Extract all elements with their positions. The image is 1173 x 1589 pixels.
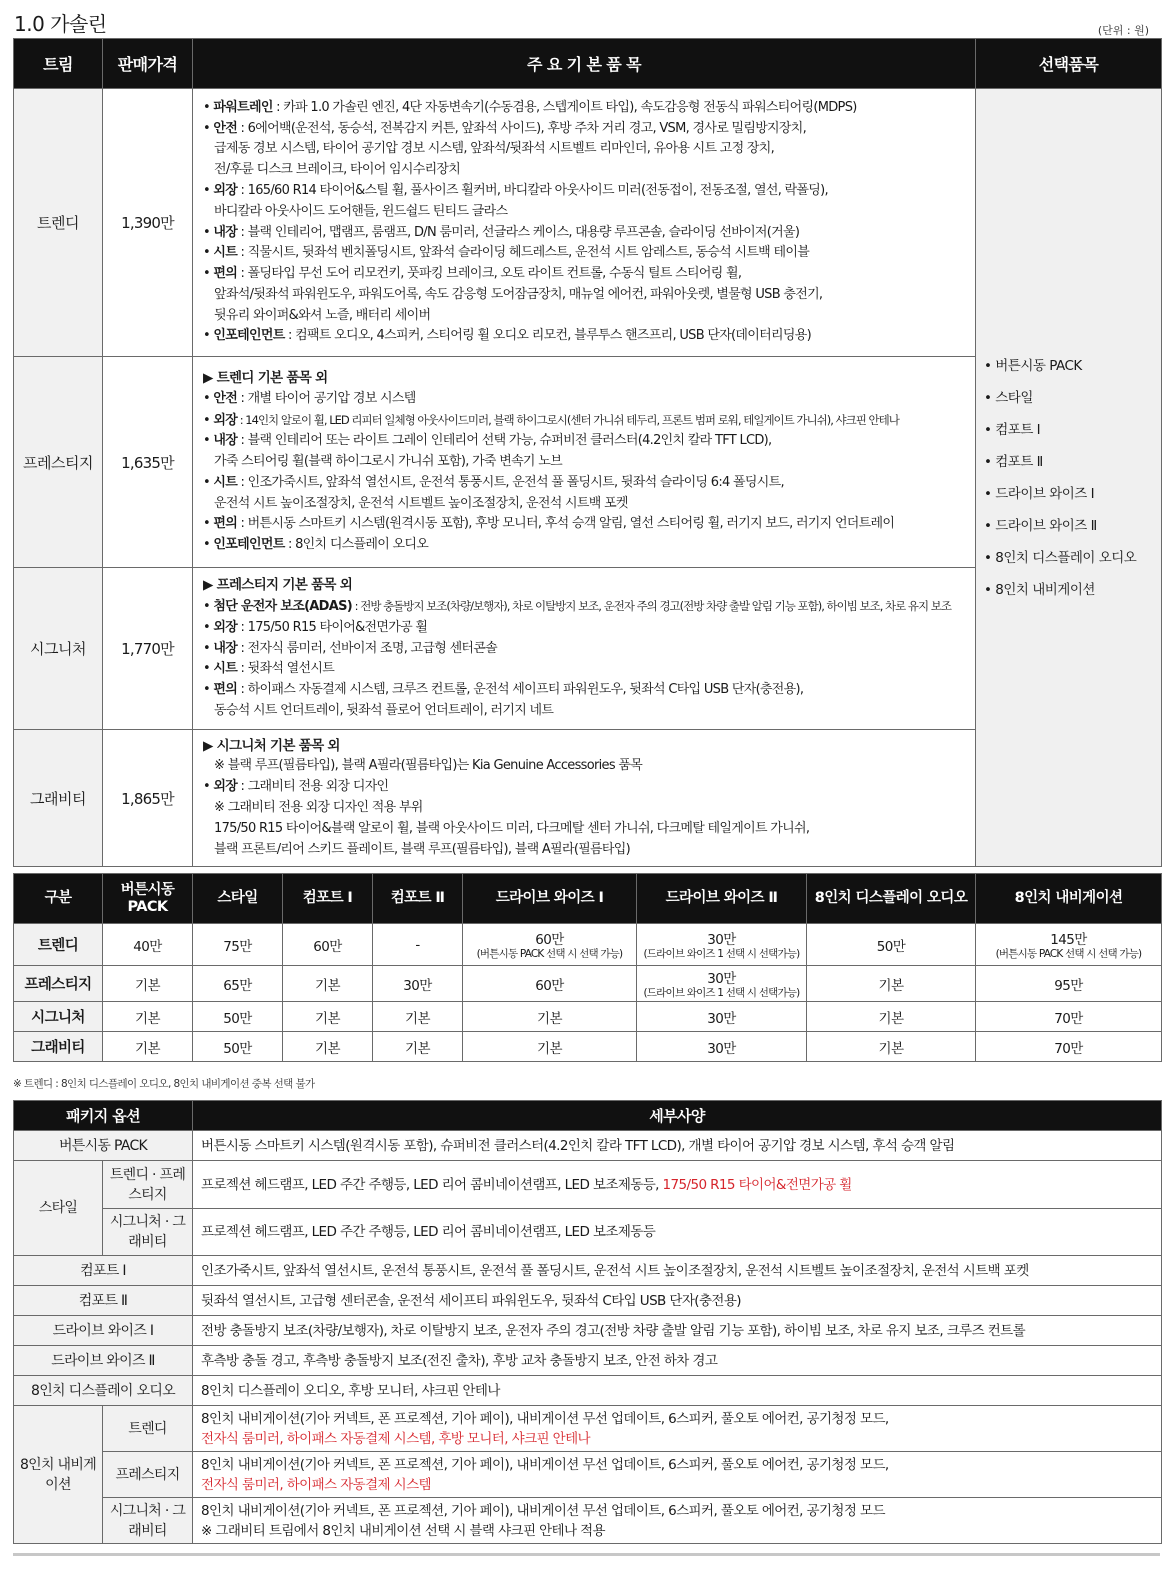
price-value: 145만	[1050, 932, 1087, 948]
option-price-cell	[283, 924, 373, 966]
feature-line: ▶ 트렌디 기본 품목 외	[203, 369, 328, 386]
row-trim-name: 시그니처	[14, 1002, 103, 1032]
feature-text: : 인조가죽시트, 앞좌석 열선시트, 운전석 통풍시트, 운전석 풀 폴딩시트, 뒷좌석 슬라이딩 6:4 폴딩시트,	[237, 474, 784, 490]
price-value: 50만	[223, 1040, 252, 1057]
feature-label: 편의	[213, 266, 238, 282]
bullet-icon: •	[203, 328, 214, 344]
package-name: 8인치 디스플레이 오디오	[14, 1376, 193, 1406]
feature-text: : 8인치 디스플레이 오디오	[284, 537, 429, 553]
option-price-cell	[283, 966, 373, 1002]
price-value: -	[415, 936, 420, 953]
detail-line: 8인치 내비게이션(기아 커넥트, 폰 프로젝션, 기아 페이), 내비게이션 무선 업데이트, 6스피커, 풀오토 에어컨, 공기청정 모드	[201, 1502, 885, 1519]
price-value: 70만	[1054, 1010, 1083, 1027]
option-price-cell	[373, 1032, 463, 1062]
feature-line	[203, 243, 971, 264]
trim-row-trendy	[14, 89, 1162, 357]
feature-line: ※ 그래비티 전용 외장 디자인 적용 부위	[214, 800, 423, 815]
option-price-cell	[637, 966, 807, 1002]
option-price-cell	[283, 1032, 373, 1062]
package-subtrim: 시그니처 · 그래비티	[103, 1209, 193, 1256]
feature-text: : 그래비티 전용 외장 디자인	[237, 779, 389, 795]
feature-line: 바디칼라 아웃사이드 도어핸들, 윈드쉴드 틴티드 글라스	[214, 203, 508, 219]
price-value: 40만	[133, 938, 162, 955]
feature-text: : 전방 충돌방지 보조(차량/보행자), 차로 이탈방지 보조, 운전자 주의 경고(전방 차량 출발 알림 기능 포함), 하이빔 보조, 차로 유지 보조	[352, 599, 952, 613]
feature-line	[203, 119, 971, 140]
option-item: • 8인치 내비게이션	[984, 581, 1095, 598]
header-trim: 트림	[14, 39, 103, 89]
feature-line: 전/후륜 디스크 브레이크, 타이어 임시수리장치	[214, 162, 461, 178]
option-price-cell	[463, 1002, 637, 1032]
feature-text: : 165/60 R14 타이어&스틸 휠, 풀사이즈 휠커버, 바디칼라 아웃사이드 미러(전동접이, 전동조절, 열선, 락폴딩),	[237, 182, 828, 198]
feature-line: 175/50 R15 타이어&블랙 알로이 휠, 블랙 아웃사이드 미러, 다크메탈 센터 가니쉬, 다크메탈 테일게이트 가니쉬,	[214, 820, 810, 836]
option-price-cell	[637, 924, 807, 966]
option-header: 8인치 내비게이션	[976, 874, 1162, 924]
option-item: • 드라이브 와이즈 Ⅰ	[984, 485, 1095, 502]
feature-line: ▶ 프레스티지 기본 품목 외	[203, 577, 353, 594]
trim-price: 1,770만	[103, 568, 193, 730]
detail-line: 8인치 내비게이션(기아 커넥트, 폰 프로젝션, 기아 페이), 내비게이션 무선 업데이트, 6스피커, 풀오토 에어컨, 공기청정 모드,	[201, 1456, 889, 1473]
trim-features	[193, 568, 976, 730]
option-price-cell	[373, 924, 463, 966]
option-price-cell	[463, 924, 637, 966]
package-table	[13, 1100, 1162, 1544]
bullet-icon: •	[203, 245, 214, 261]
option-price-row	[14, 966, 1162, 1002]
header-package-detail: 세부사양	[193, 1101, 1162, 1131]
feature-line	[203, 473, 971, 494]
option-price-cell	[103, 966, 193, 1002]
detail-line: 8인치 내비게이션(기아 커넥트, 폰 프로젝션, 기아 페이), 내비게이션 무선 업데이트, 6스피커, 풀오토 에어컨, 공기청정 모드,	[201, 1410, 889, 1427]
bullet-icon: •	[203, 682, 214, 698]
package-detail: 8인치 디스플레이 오디오, 후방 모니터, 샤크핀 안테나	[193, 1376, 1162, 1406]
feature-text: : 뒷좌석 열선시트	[237, 661, 335, 677]
price-value: 기본	[878, 1010, 904, 1027]
feature-label: 안전	[213, 120, 238, 136]
trim-features	[193, 730, 976, 867]
option-price-cell	[976, 924, 1162, 966]
feature-text: : 블랙 인테리어, 맵램프, 룸램프, D/N 룸미러, 선글라스 케이스, 대용량 루프콘솔, 슬라이딩 선바이저(거울)	[237, 224, 800, 240]
trim-name: 트렌디	[14, 89, 103, 357]
feature-label: 시트	[213, 661, 238, 677]
package-row-style-1	[14, 1161, 1162, 1209]
feature-line	[203, 680, 971, 701]
option-item: • 스타일	[984, 389, 1033, 406]
price-value: 기본	[537, 1010, 562, 1027]
bullet-icon: •	[203, 599, 214, 614]
option-price-row	[14, 1002, 1162, 1032]
feature-text: : 14인치 알로이 휠, LED 리피터 일체형 아웃사이드미러, 블랙 하이그로시(센터 가니쉬 테두리, 프론트 범퍼 로워, 테일게이트 가니쉬), 샤크핀 안테나	[237, 412, 899, 427]
feature-line	[203, 431, 971, 452]
option-price-row	[14, 924, 1162, 966]
package-header	[14, 1101, 1162, 1131]
header-features: 주 요 기 본 품 목	[193, 39, 976, 89]
feature-text: : 전자식 룸미러, 선바이저 조명, 고급형 센터콘솔	[237, 640, 497, 656]
price-condition: (버튼시동 PACK 선택 시 선택 가능)	[995, 948, 1142, 960]
price-value: 기본	[878, 1040, 904, 1057]
option-price-cell	[807, 966, 976, 1002]
feature-label: 안전	[213, 390, 238, 406]
bullet-icon: •	[203, 619, 214, 635]
option-price-table	[13, 873, 1162, 1062]
feature-line	[203, 326, 971, 347]
option-price-cell	[373, 1002, 463, 1032]
row-trim-name: 그래비티	[14, 1032, 103, 1062]
price-value: 30만	[707, 1040, 736, 1057]
option-price-cell	[463, 1032, 637, 1062]
bullet-icon: •	[203, 99, 214, 115]
package-row-style-2	[14, 1209, 1162, 1256]
option-list	[976, 89, 1162, 867]
package-name: 드라이브 와이즈 Ⅱ	[14, 1346, 193, 1376]
feature-line: 뒷유리 와이퍼&와셔 노즐, 배터리 세이버	[214, 307, 431, 323]
package-name: 컴포트 Ⅰ	[14, 1256, 193, 1286]
package-row-nav-2	[14, 1452, 1162, 1498]
package-detail: 프로젝션 헤드램프, LED 주간 주행등, LED 리어 콤비네이션램프, LED 보조제동등	[193, 1209, 1162, 1256]
feature-line: ※ 블랙 루프(필름타입), 블랙 A필라(필름타입)는 Kia Genuine Accessories 품목	[214, 758, 643, 774]
bullet-icon: •	[203, 779, 214, 795]
detail-highlight: 전자식 룸미러, 하이패스 자동결제 시스템	[201, 1476, 431, 1493]
feature-line	[203, 639, 971, 660]
option-price-cell	[807, 1032, 976, 1062]
bullet-icon: •	[203, 266, 214, 282]
option-price-cell	[463, 966, 637, 1002]
price-value: 기본	[405, 1010, 430, 1027]
option-price-row	[14, 1032, 1162, 1062]
option-items	[984, 350, 1160, 606]
feature-text: : 직물시트, 뒷좌석 벤치폴딩시트, 앞좌석 슬라이딩 헤드레스트, 운전석 시트 암레스트, 동승석 시트백 테이블	[237, 245, 810, 261]
feature-line	[203, 98, 971, 119]
option-header: 컴포트 Ⅰ	[283, 874, 373, 924]
package-name: 버튼시동 PACK	[14, 1131, 193, 1161]
price-value: 기본	[315, 1010, 340, 1027]
package-detail	[193, 1406, 1162, 1452]
price-value: 30만	[403, 977, 432, 994]
option-header: 컴포트 Ⅱ	[373, 874, 463, 924]
feature-label: 인포테인먼트	[213, 328, 285, 344]
price-value: 기본	[315, 977, 340, 994]
trim-features	[193, 357, 976, 568]
package-detail	[193, 1161, 1162, 1209]
option-header: 드라이브 와이즈 Ⅰ	[463, 874, 637, 924]
price-value: 70만	[1054, 1040, 1083, 1057]
feature-line	[203, 223, 971, 244]
option-price-cell	[193, 966, 283, 1002]
package-detail: 인조가죽시트, 앞좌석 열선시트, 운전석 통풍시트, 운전석 풀 폴딩시트, 운전석 시트 높이조절장치, 운전석 시트벨트 높이조절장치, 운전석 시트백 포켓	[193, 1256, 1162, 1286]
feature-label: 인포테인먼트	[213, 537, 285, 553]
bullet-icon: •	[203, 120, 214, 136]
option-header: 버튼시동 PACK	[103, 874, 193, 924]
price-value: 기본	[537, 1040, 562, 1057]
feature-text: : 버튼시동 스마트키 시스템(원격시동 포함), 후방 모니터, 후석 승객 알림, 열선 스티어링 휠, 러기지 보드, 러기지 언더트레이	[237, 516, 895, 532]
option-price-cell	[807, 924, 976, 966]
feature-label: 내장	[213, 640, 238, 656]
package-subtrim: 프레스티지	[103, 1452, 193, 1498]
feature-line	[203, 410, 971, 432]
price-value: 기본	[878, 977, 904, 994]
package-name: 드라이브 와이즈 Ⅰ	[14, 1316, 193, 1346]
price-value: 기본	[135, 977, 160, 994]
trim-table	[13, 38, 1162, 867]
detail-highlight: 전자식 룸미러, 하이패스 자동결제 시스템, 후방 모니터, 샤크핀 안테나	[201, 1430, 590, 1447]
feature-text: : 개별 타이어 공기압 경보 시스템	[237, 390, 416, 406]
feature-label: 시트	[213, 245, 238, 261]
feature-text: : 카파 1.0 가솔린 엔진, 4단 자동변속기(수동겸용, 스텝게이트 타입), 속도감응형 전동식 파워스티어링(MDPS)	[272, 99, 857, 115]
feature-line	[203, 181, 971, 202]
price-value: 95만	[1054, 977, 1083, 994]
bullet-icon: •	[203, 516, 214, 532]
trim-features	[193, 89, 976, 357]
price-condition: (버튼시동 PACK 선택 시 선택 가능)	[476, 948, 623, 960]
option-price-cell	[193, 1002, 283, 1032]
trim-name: 프레스티지	[14, 357, 103, 568]
price-value: 30만	[707, 971, 736, 987]
option-item: • 컴포트 Ⅰ	[984, 421, 1041, 438]
package-row-comfort1	[14, 1256, 1162, 1286]
feature-line	[203, 618, 971, 639]
trim-price: 1,390만	[103, 89, 193, 357]
feature-line	[203, 596, 971, 618]
feature-text: : 컴팩트 오디오, 4스피커, 스티어링 휠 오디오 리모컨, 블루투스 핸즈프리, USB 단자(데이터리딩용)	[284, 328, 811, 344]
feature-line: ▶ 시그니처 기본 품목 외	[203, 737, 340, 754]
feature-label: 파워트레인	[213, 99, 273, 115]
trim-name: 그래비티	[14, 730, 103, 867]
feature-text: : 하이패스 자동결제 시스템, 크루즈 컨트롤, 운전석 세이프티 파워윈도우, 뒷좌석 C타입 USB 단자(충전용),	[237, 682, 804, 698]
package-detail: 전방 충돌방지 보조(차량/보행자), 차로 이탈방지 보조, 운전자 주의 경고(전방 차량 출발 알림 기능 포함), 하이빔 보조, 차로 유지 보조, 크루즈 컨트롤	[193, 1316, 1162, 1346]
trim-price: 1,865만	[103, 730, 193, 867]
feature-text: : 175/50 R15 타이어&전면가공 휠	[237, 619, 428, 635]
row-trim-name: 프레스티지	[14, 966, 103, 1002]
row-trim-name: 트렌디	[14, 924, 103, 966]
feature-line: 가죽 스티어링 휠(블랙 하이그로시 가니쉬 포함), 가죽 변속기 노브	[214, 454, 562, 470]
price-value: 30만	[707, 1010, 736, 1027]
package-subtrim: 시그니처 · 그래비티	[103, 1498, 193, 1544]
package-detail	[193, 1452, 1162, 1498]
price-value: 기본	[315, 1040, 340, 1057]
price-value: 50만	[876, 938, 906, 955]
option-price-cell	[103, 1032, 193, 1062]
feature-line: 앞좌석/뒷좌석 파워윈도우, 파워도어록, 속도 감응형 도어잠금장치, 매뉴얼 에어컨, 파워아웃렛, 별물형 USB 충전기,	[214, 286, 823, 302]
detail-line: ※ 그래비티 트림에서 8인치 내비게이션 선택 시 블랙 샤크핀 안테나 적용	[201, 1522, 605, 1539]
feature-label: 외장	[213, 182, 238, 198]
package-detail: 후측방 충돌 경고, 후측방 충돌방지 보조(전진 출차), 후방 교차 충돌방지 보조, 안전 하차 경고	[193, 1346, 1162, 1376]
unit-label: (단위 : 원)	[1097, 24, 1149, 37]
option-header: 스타일	[193, 874, 283, 924]
package-detail: 뒷좌석 열선시트, 고급형 센터콘솔, 운전석 세이프티 파워윈도우, 뒷좌석 C타입 USB 단자(충전용)	[193, 1286, 1162, 1316]
package-detail	[193, 1498, 1162, 1544]
option-price-cell	[103, 1002, 193, 1032]
feature-line: 운전석 시트 높이조절장치, 운전석 시트벨트 높이조절장치, 운전석 시트백 포켓	[214, 495, 628, 511]
bullet-icon: •	[203, 182, 214, 198]
detail-highlight: 175/50 R15 타이어&전면가공 휠	[662, 1176, 852, 1193]
header-options: 선택품목	[976, 39, 1162, 89]
package-name: 8인치 내비게이션	[14, 1406, 103, 1544]
trim-price: 1,635만	[103, 357, 193, 568]
bullet-icon: •	[203, 433, 214, 449]
package-subtrim: 트렌디	[103, 1406, 193, 1452]
package-subtrim: 트렌디 · 프레스티지	[103, 1161, 193, 1209]
feature-text: : 블랙 인테리어 또는 라이트 그레이 인테리어 선택 가능, 슈퍼비전 클러스터(4.2인치 칼라 TFT LCD),	[237, 433, 772, 449]
option-price-cell	[976, 966, 1162, 1002]
package-row-audio	[14, 1376, 1162, 1406]
package-row-comfort2	[14, 1286, 1162, 1316]
bullet-icon: •	[203, 224, 214, 240]
feature-label: 외장	[213, 412, 238, 428]
option-price-header	[14, 874, 1162, 924]
bullet-icon: •	[203, 390, 214, 406]
page-title: 1.0 가솔린	[14, 12, 107, 36]
feature-label: 첨단 운전자 보조(ADAS)	[213, 599, 353, 614]
feature-text: : 폴딩타입 무선 도어 리모컨키, 풋파킹 브레이크, 오토 라이트 컨트롤, 수동식 틸트 스티어링 휠,	[237, 266, 742, 282]
feature-line	[203, 514, 971, 535]
detail-text: 프로젝션 헤드램프, LED 주간 주행등, LED 리어 콤비네이션램프, LED 보조제동등,	[201, 1176, 663, 1193]
header-package-name: 패키지 옵션	[14, 1101, 193, 1131]
bullet-icon: •	[203, 661, 214, 677]
feature-line	[203, 389, 971, 410]
price-value: 75만	[223, 938, 252, 955]
option-price-cell	[283, 1002, 373, 1032]
feature-line: 동승석 시트 언더트레이, 뒷좌석 플로어 언더트레이, 러기지 네트	[214, 702, 554, 718]
package-row-drive1	[14, 1316, 1162, 1346]
trim-name: 시그니처	[14, 568, 103, 730]
feature-text: : 6에어백(운전석, 동승석, 전복감지 커튼, 앞좌석 사이드), 후방 주차 거리 경고, VSM, 경사로 밀림방지장치,	[237, 120, 807, 136]
feature-line	[203, 264, 971, 285]
feature-label: 편의	[213, 516, 238, 532]
bullet-icon: •	[203, 640, 214, 656]
feature-label: 편의	[213, 682, 238, 698]
header-price: 판매가격	[103, 39, 193, 89]
package-name: 스타일	[14, 1161, 103, 1256]
option-price-cell	[637, 1032, 807, 1062]
option-price-cell	[373, 966, 463, 1002]
feature-line	[203, 659, 971, 680]
option-item: • 8인치 디스플레이 오디오	[984, 549, 1137, 566]
option-header: 구분	[14, 874, 103, 924]
option-price-body	[14, 924, 1162, 1062]
package-row-drive2	[14, 1346, 1162, 1376]
option-price-cell	[807, 1002, 976, 1032]
price-value: 60만	[313, 938, 342, 955]
feature-line: 급제동 경보 시스템, 타이어 공기압 경보 시스템, 앞좌석/뒷좌석 시트벨트 리마인더, 유아용 시트 고정 장치,	[214, 141, 775, 157]
price-value: 60만	[535, 977, 564, 994]
feature-label: 내장	[213, 224, 238, 240]
feature-label: 외장	[213, 779, 238, 795]
feature-line	[203, 777, 971, 798]
option-item: • 드라이브 와이즈 Ⅱ	[984, 517, 1097, 534]
price-value: 기본	[135, 1010, 160, 1027]
price-value: 50만	[223, 1010, 252, 1027]
price-value: 60만	[535, 932, 564, 948]
feature-line	[203, 535, 971, 556]
option-price-cell	[637, 1002, 807, 1032]
feature-line: 블랙 프론트/리어 스키드 플레이트, 블랙 루프(필름타입), 블랙 A필라(필름타입)	[214, 841, 630, 857]
package-row-nav-1	[14, 1406, 1162, 1452]
feature-label: 내장	[213, 433, 238, 449]
package-name: 컴포트 Ⅱ	[14, 1286, 193, 1316]
bullet-icon: •	[203, 537, 214, 553]
package-row-nav-3	[14, 1498, 1162, 1544]
price-condition: (드라이브 와이즈 1 선택 시 선택가능)	[643, 987, 800, 999]
option-price-cell	[976, 1002, 1162, 1032]
option-price-cell	[193, 924, 283, 966]
price-value: 65만	[223, 977, 252, 994]
option-header: 드라이브 와이즈 Ⅱ	[637, 874, 807, 924]
price-condition: (드라이브 와이즈 1 선택 시 선택가능)	[643, 948, 800, 960]
package-detail: 버튼시동 스마트키 시스템(원격시동 포함), 슈퍼비전 클러스터(4.2인치 칼라 TFT LCD), 개별 타이어 공기압 경보 시스템, 후석 승객 알림	[193, 1131, 1162, 1161]
feature-label: 외장	[213, 619, 238, 635]
price-value: 기본	[405, 1040, 430, 1057]
option-price-cell	[103, 924, 193, 966]
package-row-button-pack	[14, 1131, 1162, 1161]
bullet-icon: •	[203, 474, 214, 490]
option-item: • 컴포트 Ⅱ	[984, 453, 1043, 470]
bullet-icon: •	[203, 412, 214, 428]
option-item: • 버튼시동 PACK	[984, 357, 1082, 374]
feature-label: 시트	[213, 474, 238, 490]
trim-table-header	[14, 39, 1162, 89]
option-note: ※ 트렌디 : 8인치 디스플레이 오디오, 8인치 내비게이션 중복 선택 불가	[13, 1078, 315, 1090]
price-value: 기본	[135, 1040, 160, 1057]
option-price-cell	[193, 1032, 283, 1062]
price-value: 30만	[707, 932, 736, 948]
bottom-divider	[13, 1553, 1160, 1556]
option-price-cell	[976, 1032, 1162, 1062]
option-header: 8인치 디스플레이 오디오	[807, 874, 976, 924]
